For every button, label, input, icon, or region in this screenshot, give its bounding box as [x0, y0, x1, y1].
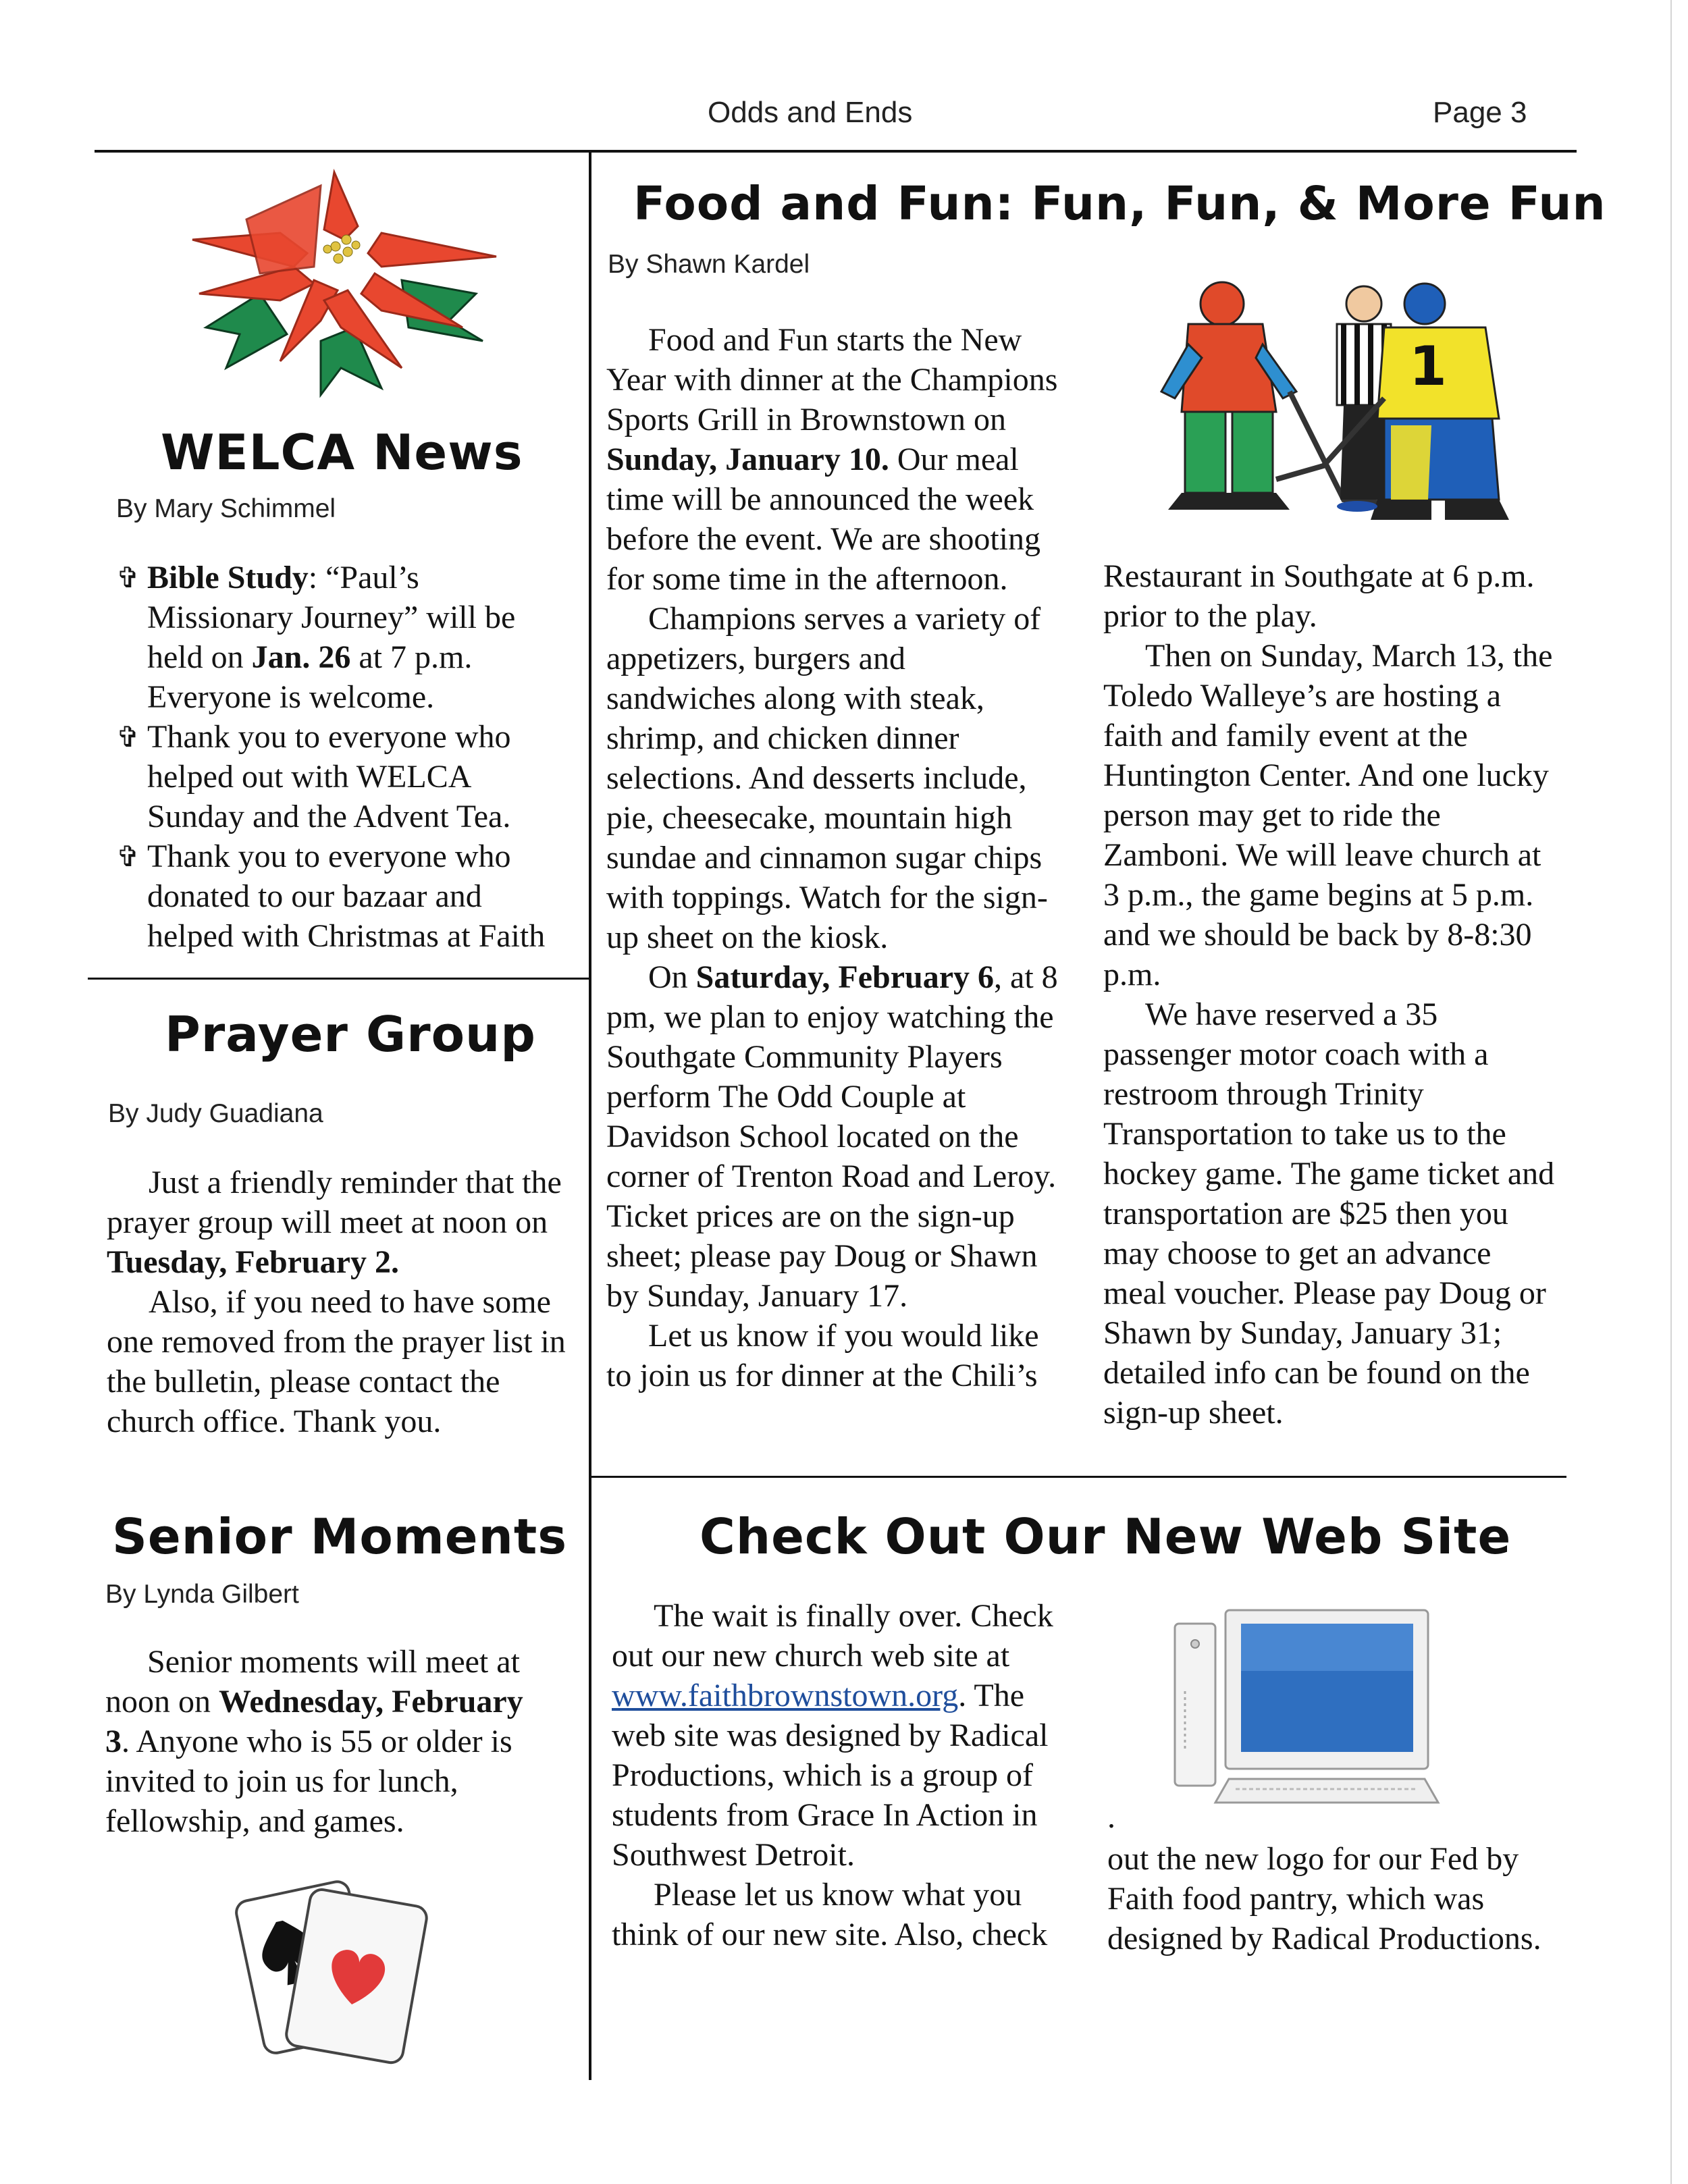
food-paragraph-3: On Saturday, February 6, at 8 pm, we plan to enjoy watching the Southgate Community Players perform The Odd Couple at Davidson School located on the corner of Trenton Road and Leroy. Ticket prices are on the sign-up sheet; please pay Doug or Shawn by Sunday, January 17. — [606, 959, 1058, 1314]
jersey-number: 1 — [1409, 335, 1447, 398]
food-paragraph-5: Then on Sunday, March 13, the Toledo Walleye’s are hosting a faith and family event at the Huntington Center. And one lucky person may get to ride the Zamboni. We will leave church at 3 p.m., the game begins at 5 p.m. and we should be back by 8-8:30 p.m. — [1103, 638, 1553, 992]
website-paragraph-2: Please let us know what you think of our new site. Also, check — [612, 1877, 1048, 1952]
prayer-paragraph-2: Also, if you need to have some one removed from the prayer list in the bulletin, please contact the church office. Thank you. — [107, 1284, 566, 1439]
page-edge-line — [1670, 0, 1672, 2184]
food-paragraph-4-continued: Restaurant in Southgate at 6 p.m. prior to the play. — [1103, 558, 1535, 634]
card-front — [284, 1888, 428, 2065]
welca-item-thanks-advent: ✞ Thank you to everyone who helped out with WELCA Sunday and the Advent Tea. — [116, 719, 511, 834]
playing-cards-illustration — [223, 1870, 439, 2073]
column-divider — [589, 153, 591, 2080]
newsletter-title: Odds and Ends — [708, 96, 913, 129]
website-link[interactable]: www.faithbrownstown.org — [612, 1678, 959, 1713]
food-column-1 — [606, 320, 1063, 1395]
food-paragraph-4: Let us know if you would like to join us for dinner at the Chili’s — [606, 1318, 1039, 1393]
prayer-byline: By Judy Guadiana — [108, 1099, 323, 1128]
website-title: Check Out Our New Web Site — [700, 1508, 1512, 1565]
welca-list — [116, 558, 562, 956]
prayer-title: Prayer Group — [165, 1006, 536, 1063]
welca-byline: By Mary Schimmel — [116, 494, 336, 523]
welca-title: WELCA News — [161, 424, 523, 481]
food-column-2 — [1103, 556, 1560, 1433]
hockey-player-yellow — [1276, 284, 1509, 520]
website-column-2 — [1107, 1839, 1564, 1959]
poinsettia-illustration — [179, 165, 517, 408]
computer-illustration — [1168, 1603, 1452, 1813]
cross-icon: ✞ — [116, 563, 140, 594]
senior-byline: By Lynda Gilbert — [105, 1580, 299, 1609]
senior-title: Senior Moments — [112, 1508, 568, 1565]
page-number: Page 3 — [1433, 96, 1527, 129]
welca-bottom-rule — [88, 978, 589, 980]
welca-item-thanks-bazaar: ✞ Thank you to everyone who donated to our bazaar and helped with Christmas at Faith — [116, 838, 546, 954]
website-column-1 — [612, 1596, 1068, 1954]
welca-item-bible-study: ✞ Bible Study: “Paul’s Missionary Journey” will be held on Jan. 26 at 7 p.m. Everyone is welcome. — [116, 560, 516, 715]
food-byline: By Shawn Kardel — [608, 250, 810, 279]
hockey-players-illustration — [1121, 277, 1526, 547]
website-paragraph-2-continued: out the new logo for our Fed by Faith food pantry, which was designed by Radical Productions. — [1107, 1841, 1541, 1956]
food-paragraph-6: We have reserved a 35 passenger motor coach with a restroom through Trinity Transportation to take us to the hockey game. The game ticket and transportation are $25 then you may choose to get an advance meal voucher. Please pay Doug or Shawn by Sunday, January 31; detailed info can be found on the sign-up sheet. — [1103, 996, 1555, 1431]
poinsettia-center — [323, 235, 360, 263]
website-stray-dot: . — [1107, 1799, 1115, 1835]
food-bottom-rule — [591, 1476, 1566, 1478]
food-title: Food and Fun: Fun, Fun, & More Fun — [633, 177, 1606, 231]
cross-icon: ✞ — [116, 842, 140, 873]
puck-icon — [1337, 501, 1377, 512]
header-rule — [95, 150, 1577, 153]
cross-icon: ✞ — [116, 722, 140, 753]
food-paragraph-1: Food and Fun starts the New Year with dinner at the Champions Sports Grill in Brownstown on Sunday, January 10. Our meal time will be announced the week before the event. We are shooting for some time in the afternoon. — [606, 322, 1058, 597]
senior-paragraph-1: Senior moments will meet at noon on Wednesday, February 3. Anyone who is 55 or older is invited to join us for lunch, fellowship, and games. — [105, 1644, 523, 1839]
computer-keyboard — [1215, 1779, 1438, 1803]
food-paragraph-2: Champions serves a variety of appetizers, burgers and sandwiches along with steak, shrimp, and chicken dinner selections. And desserts include, pie, cheesecake, mountain high sundae and cinnamon sugar chips with toppings. Watch for the sign-up sheet on the kiosk. — [606, 601, 1048, 955]
senior-body — [105, 1642, 551, 1841]
prayer-paragraph-1: Just a friendly reminder that the prayer group will meet at noon on Tuesday, February 2. — [107, 1165, 562, 1280]
computer-tower — [1175, 1624, 1215, 1786]
prayer-body — [107, 1163, 566, 1441]
website-paragraph-1: The wait is finally over. Check out our new church web site at www.faithbrownstown.org. The web site was designed by Radical Productions, which is a group of students from Grace In Action in Southwest Detroit. — [612, 1598, 1053, 1873]
computer-monitor — [1225, 1610, 1428, 1769]
